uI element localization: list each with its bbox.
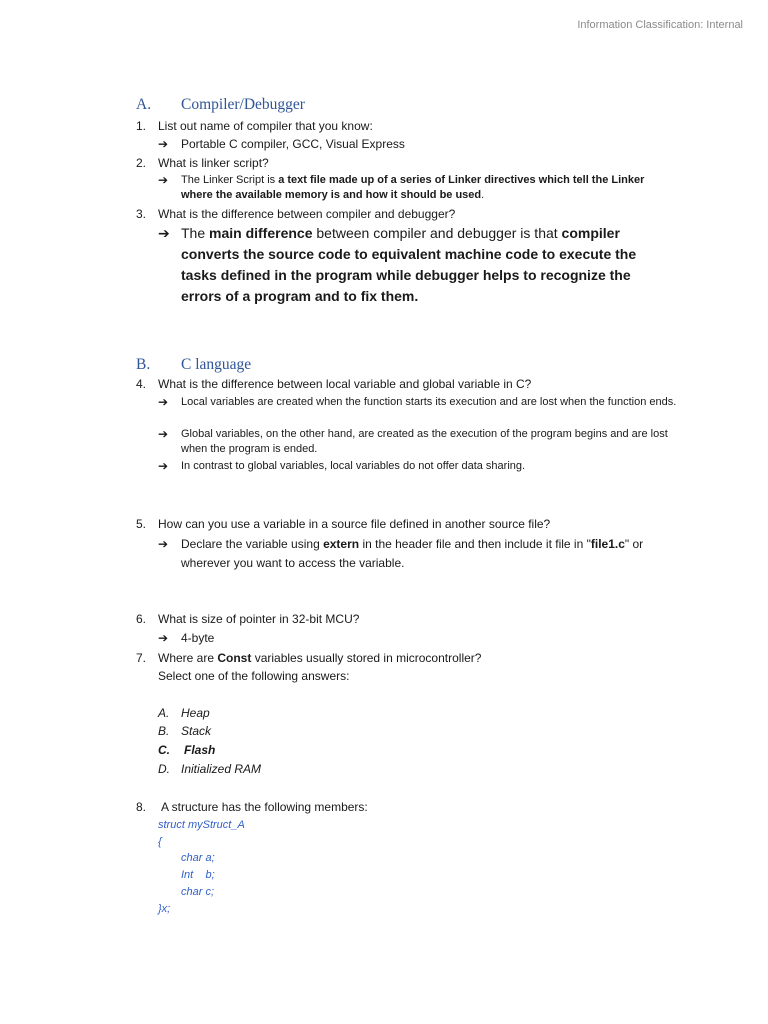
answer-3 [158, 223, 668, 307]
answer-text-bold: extern [323, 537, 360, 551]
arrow-icon: ➔ [158, 173, 169, 187]
code-line: char c; [181, 886, 215, 898]
answer-4-item-2 [158, 427, 678, 457]
arrow-icon: ➔ [158, 427, 169, 441]
answer-5 [158, 535, 663, 573]
answer-text-plain: in the header file and then include it file in " [359, 537, 591, 551]
arrow-icon: ➔ [158, 459, 169, 473]
answer-text: Global variables, on the other hand, are created as the execution of the program begins and are lost when the program is ended. [181, 428, 668, 455]
option-letter: B. [158, 724, 170, 738]
question-6 [136, 611, 359, 627]
question-3 [136, 206, 455, 222]
answer-text-bold: file1.c [590, 537, 625, 551]
option-b [158, 724, 211, 738]
code-line: }x; [158, 903, 171, 915]
answer-6 [158, 630, 658, 646]
question-5 [136, 516, 550, 532]
arrow-icon: ➔ [158, 537, 169, 551]
question-7 [136, 650, 481, 666]
answer-text-plain: between compiler and debugger is that [312, 225, 562, 241]
question-text: A structure has the following members: [161, 800, 368, 814]
answer-text: Local variables are created when the function starts its execution and are lost when the function ends. [181, 396, 677, 408]
question-text: variables usually stored in microcontroller? [251, 651, 482, 665]
answer-text-plain: " or wherever you want to access the variable. [181, 537, 644, 570]
question-text: Where are [158, 651, 218, 665]
question-number: 2. [136, 156, 147, 170]
code-line: { [158, 836, 162, 848]
question-text: What is the difference between compiler and debugger? [158, 207, 456, 221]
option-a [158, 706, 210, 720]
question-text-bold: Const [217, 651, 252, 665]
option-c-selected [158, 743, 215, 757]
question-7-instruction: Select one of the following answers: [158, 669, 350, 683]
section-b-heading [136, 356, 251, 374]
arrow-icon: ➔ [158, 137, 169, 151]
answer-2 [158, 173, 658, 203]
answer-text-bold: compiler converts the source code to equivalent machine code to execute the tasks defined in the program while debugger helps to recognize the errors of a program and to fix them. [181, 225, 637, 304]
option-letter: D. [158, 762, 170, 776]
question-2 [136, 155, 269, 171]
option-letter: A. [158, 706, 170, 720]
option-letter: C. [158, 743, 170, 757]
answer-text: Portable C compiler, GCC, Visual Express [181, 137, 405, 151]
section-b-title: C language [181, 356, 252, 373]
question-number: 6. [136, 612, 147, 626]
question-number: 4. [136, 377, 147, 391]
question-text: What is size of pointer in 32-bit MCU? [158, 612, 360, 626]
answer-text-bold: a text file made up of a series of Linker directives which tell the Linker where the available memory is and how it should be used [181, 174, 645, 201]
question-text: What is linker script? [158, 156, 269, 170]
answer-text [181, 173, 658, 203]
option-text: Initialized RAM [181, 762, 262, 776]
answer-text-bold: main difference [209, 225, 313, 241]
question-number: 7. [136, 651, 147, 665]
question-text: List out name of compiler that you know: [158, 119, 373, 133]
code-line: Int b; [181, 869, 215, 881]
question-number: 8. [136, 800, 147, 814]
option-text: Flash [184, 743, 216, 757]
answer-text [181, 223, 668, 307]
question-number: 1. [136, 119, 147, 133]
answer-text-plain: The [181, 225, 210, 241]
option-d [158, 762, 261, 776]
answer-4-item-3 [158, 459, 678, 474]
option-text: Stack [181, 724, 212, 738]
section-a-heading [136, 96, 305, 114]
question-text: How can you use a variable in a source file defined in another source file? [158, 517, 551, 531]
section-a-letter: A. [136, 96, 152, 113]
question-number: 5. [136, 517, 147, 531]
section-a-title: Compiler/Debugger [181, 96, 305, 113]
option-text: Heap [181, 706, 210, 720]
question-number: 3. [136, 207, 147, 221]
answer-4-item-1 [158, 395, 678, 410]
answer-text [181, 535, 663, 573]
answer-text: In contrast to global variables, local variables do not offer data sharing. [181, 460, 526, 472]
answer-text-plain: Declare the variable using [181, 537, 324, 551]
answer-text-plain: The Linker Script is [181, 174, 279, 186]
section-b-letter: B. [136, 356, 151, 373]
arrow-icon: ➔ [158, 225, 170, 241]
question-4 [136, 376, 531, 392]
question-text: What is the difference between local variable and global variable in C? [158, 377, 532, 391]
arrow-icon: ➔ [158, 395, 169, 409]
arrow-icon: ➔ [158, 631, 169, 645]
code-line: struct myStruct_A [158, 819, 245, 831]
classification-label: Information Classification: Internal [577, 19, 743, 31]
code-line: char a; [181, 852, 215, 864]
answer-text-plain: . [481, 189, 485, 201]
question-8 [136, 799, 368, 815]
answer-1 [158, 136, 658, 152]
question-1 [136, 118, 373, 134]
answer-text: 4-byte [181, 631, 215, 645]
